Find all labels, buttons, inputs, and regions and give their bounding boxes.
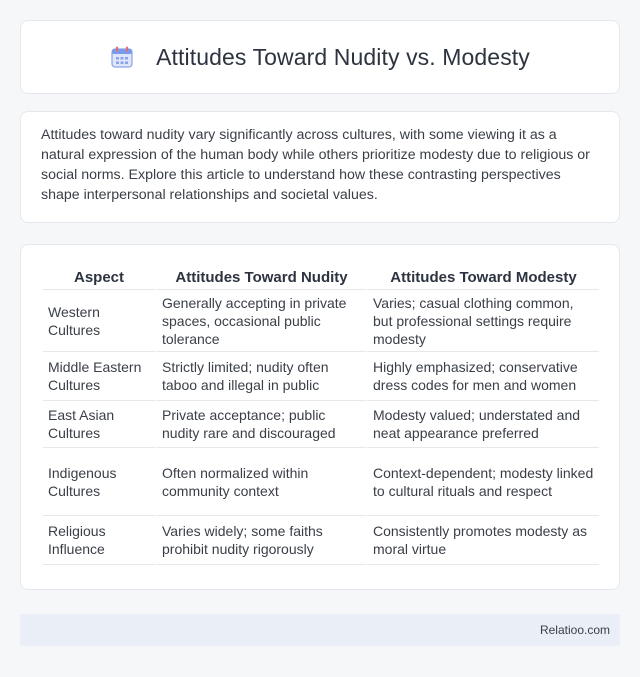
table-cell-aspect: Religious Influence (43, 516, 155, 565)
table-row (43, 352, 599, 401)
title-card (20, 20, 620, 94)
table-cell-aspect: Indigenous Cultures (43, 448, 155, 516)
table-cell-modesty: Consistently promotes modesty as moral virtue (366, 516, 599, 565)
table-cell-modesty: Highly emphasized; conservative dress codes for men and women (366, 352, 599, 401)
table-cell-aspect: Western Cultures (43, 290, 155, 352)
calendar-icon (110, 45, 134, 69)
intro-paragraph: Attitudes toward nudity vary significantly across cultures, with some viewing it as a natural expression of the human body while others prioritize modesty due to religious or social norms. Explore this article to understand how these contrasting perspectives shape interpersonal relationships and societal values. (41, 127, 590, 203)
column-header-modesty: Attitudes Toward Modesty (366, 265, 599, 290)
table-header-row (43, 265, 599, 290)
table-cell-nudity: Often normalized within community context (155, 448, 366, 516)
footer (20, 614, 620, 646)
table-cell-aspect: Middle Eastern Cultures (43, 352, 155, 401)
comparison-table (43, 265, 599, 565)
table-cell-aspect: East Asian Cultures (43, 401, 155, 448)
table-cell-nudity: Varies widely; some faiths prohibit nudity rigorously (155, 516, 366, 565)
table-row (43, 290, 599, 352)
table-cell-nudity: Generally accepting in private spaces, occasional public tolerance (155, 290, 366, 352)
table-cell-modesty: Modesty valued; understated and neat appearance preferred (366, 401, 599, 448)
table-card (20, 244, 620, 590)
table-cell-nudity: Strictly limited; nudity often taboo and illegal in public (155, 352, 366, 401)
table-cell-modesty: Varies; casual clothing common, but professional settings require modesty (366, 290, 599, 352)
table-cell-modesty: Context-dependent; modesty linked to cultural rituals and respect (366, 448, 599, 516)
table-row (43, 448, 599, 516)
footer-site-name: Relatioo.com (539, 623, 610, 637)
table-cell-nudity: Private acceptance; public nudity rare and discouraged (155, 401, 366, 448)
table-row (43, 516, 599, 565)
page-title: Attitudes Toward Nudity vs. Modesty (156, 43, 530, 70)
column-header-aspect: Aspect (43, 265, 155, 290)
table-row (43, 401, 599, 448)
intro-card (20, 111, 620, 223)
column-header-nudity: Attitudes Toward Nudity (155, 265, 366, 290)
